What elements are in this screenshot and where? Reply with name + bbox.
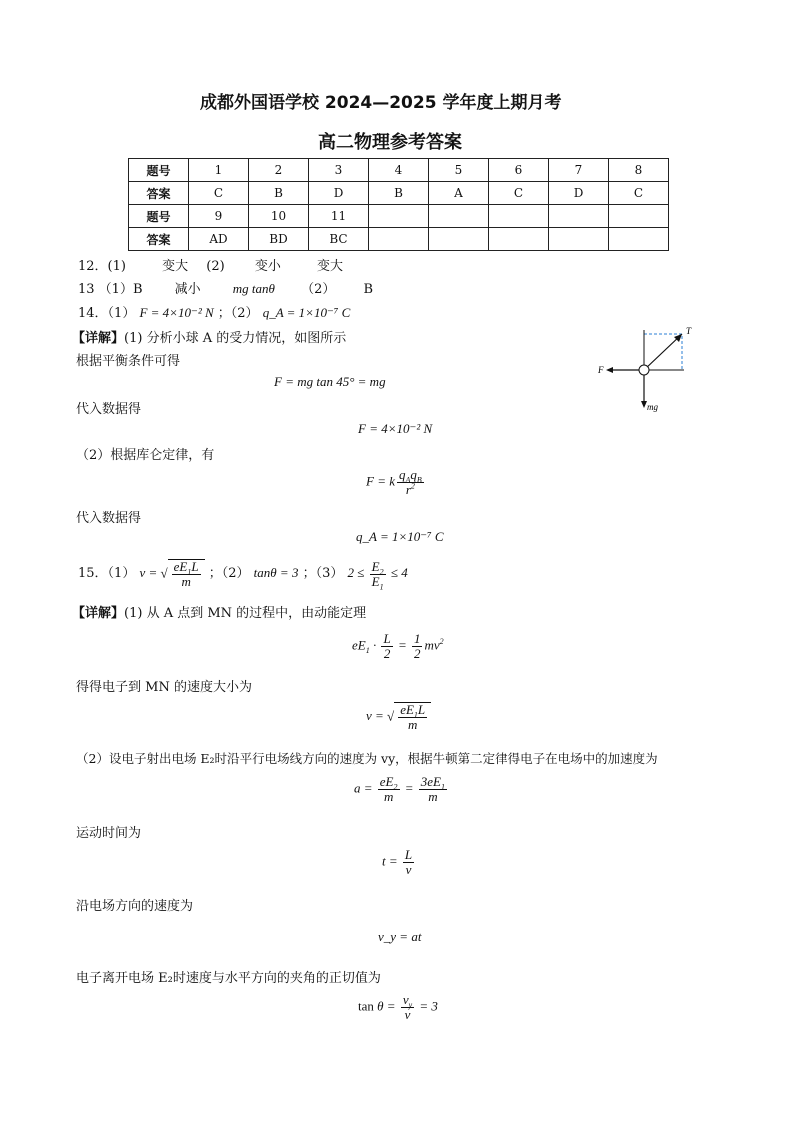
q15-line-d: 沿电场方向的速度为	[76, 899, 194, 914]
q12-answer-3: 变大	[316, 259, 343, 274]
table-cell: AD	[189, 228, 249, 251]
tension-arrow	[644, 334, 682, 370]
table-row	[129, 182, 669, 205]
q15-line-c: 运动时间为	[76, 826, 142, 841]
table-cell: C	[609, 182, 669, 205]
table-cell	[369, 228, 429, 251]
table-cell: 11	[309, 205, 369, 228]
table-cell: 1	[189, 159, 249, 182]
q14-equation-d: q_A = 1×10⁻⁷ C	[356, 529, 444, 544]
table-cell: A	[429, 182, 489, 205]
ball-a	[639, 365, 649, 375]
q15-line	[78, 558, 408, 592]
row-header: 答案	[129, 228, 189, 251]
velocity-equation: v = √ $\frac{eE_1L}{m}$	[366, 702, 431, 732]
table-cell: D	[309, 182, 369, 205]
q15-part-3: ；（3）	[302, 565, 344, 581]
table-cell: D	[549, 182, 609, 205]
q15-answer-3: 2 ≤ $\frac{E_2}{E_1}$ ≤ 4	[347, 558, 408, 592]
coulomb-equation: F = k $\frac{q_Aq_B}{r^2}$	[366, 467, 422, 497]
q13-answer-1: 减小	[174, 282, 201, 297]
q14-line-d: 代入数据得	[76, 511, 142, 526]
table-row	[129, 228, 669, 251]
answer-table	[128, 158, 669, 251]
table-row	[129, 205, 669, 228]
q14-answer-2: q_A = 1×10⁻⁷ C	[262, 305, 351, 320]
q12-line	[78, 255, 343, 274]
detail-label: 【详解】	[72, 606, 125, 621]
label-mg: mg	[647, 402, 658, 412]
table-cell: 5	[429, 159, 489, 182]
q14-equation-b: F = 4×10⁻² N	[358, 421, 433, 436]
q14-detail-text: (1) 分析小球 A 的受力情况，如图所示	[124, 331, 347, 346]
detail-label: 【详解】	[72, 331, 125, 346]
q15-detail	[72, 602, 366, 621]
q12-part-2: (2)	[206, 259, 225, 274]
table-cell: 4	[369, 159, 429, 182]
energy-equation: $eE_1$ · $\frac{L}{2}$ = $\frac{1}{2}$ $mv^2$	[352, 631, 444, 661]
table-cell	[489, 228, 549, 251]
table-cell	[609, 205, 669, 228]
table-cell: 6	[489, 159, 549, 182]
table-cell	[489, 205, 549, 228]
table-cell: 7	[549, 159, 609, 182]
time-equation: t = $\frac{L}{v}$	[382, 847, 413, 877]
q13-number: 13 （1）B	[78, 282, 143, 297]
table-cell: C	[189, 182, 249, 205]
q14-line-c: （2）根据库仑定律，有	[76, 448, 215, 463]
table-cell: C	[489, 182, 549, 205]
q12-answer-1: 变大	[162, 259, 189, 274]
table-cell: BD	[249, 228, 309, 251]
table-cell	[369, 205, 429, 228]
label-f: F	[598, 365, 604, 375]
q15-number: 15．（1）	[78, 565, 136, 581]
table-cell: 2	[249, 159, 309, 182]
q15-part-2: ；（2）	[208, 565, 250, 581]
q14-equation-a: F = mg tan 45° = mg	[274, 374, 386, 389]
table-cell: 8	[609, 159, 669, 182]
q12-number: 12．(1)	[78, 259, 126, 274]
acceleration-equation: a = $\frac{eE_2}{m}$ = $\frac{3eE_1}{m}$	[354, 774, 445, 804]
q14-number: 14．（1）	[78, 306, 136, 321]
q15-answer-2: tanθ = 3	[253, 564, 299, 580]
q13-answer-2: mg tanθ	[232, 281, 275, 296]
q14-line	[78, 302, 350, 321]
tan-equation: tan θ = $\frac{v_y}{v}$ = 3	[358, 992, 438, 1022]
q15-line-a: 得得电子到 MN 的速度大小为	[76, 680, 252, 695]
q12-answer-2: 变小	[254, 259, 281, 274]
table-cell	[549, 205, 609, 228]
q14-detail	[72, 327, 346, 346]
table-cell: B	[369, 182, 429, 205]
q15-answer-1: v = √ $\frac{eE_1L}{m}$	[139, 565, 204, 580]
q14-separator: ；（2）	[217, 306, 259, 321]
table-cell	[609, 228, 669, 251]
table-row	[129, 159, 669, 182]
q14-line-a: 根据平衡条件可得	[76, 354, 181, 369]
table-cell: 3	[309, 159, 369, 182]
vy-equation: v_y = at	[378, 929, 422, 944]
row-header: 答案	[129, 182, 189, 205]
table-cell	[549, 228, 609, 251]
page-title: 成都外国语学校 2024—2025 学年度上期月考	[200, 93, 562, 113]
table-cell: 10	[249, 205, 309, 228]
row-header: 题号	[129, 205, 189, 228]
force-diagram	[594, 326, 704, 418]
page-subtitle: 高二物理参考答案	[318, 132, 462, 153]
q13-part-2: （2）	[301, 282, 336, 297]
row-header: 题号	[129, 159, 189, 182]
q15-line-b: （2）设电子射出电场 E₂时沿平行电场线方向的速度为 vy，根据牛顿第二定律得电子在电场中的加速度为	[76, 751, 658, 766]
q15-line-e: 电子离开电场 E₂时速度与水平方向的夹角的正切值为	[76, 971, 381, 986]
label-t: T	[686, 326, 692, 336]
table-cell	[429, 205, 489, 228]
table-cell: B	[249, 182, 309, 205]
table-cell: BC	[309, 228, 369, 251]
q15-detail-text: (1) 从 A 点到 MN 的过程中，由动能定理	[124, 606, 367, 621]
q14-answer-1: F = 4×10⁻² N	[139, 305, 214, 320]
table-cell: 9	[189, 205, 249, 228]
q14-line-b: 代入数据得	[76, 402, 142, 417]
force-arrowhead	[606, 367, 613, 373]
table-cell	[429, 228, 489, 251]
q13-line	[78, 278, 373, 297]
q13-answer-3: B	[363, 282, 374, 297]
